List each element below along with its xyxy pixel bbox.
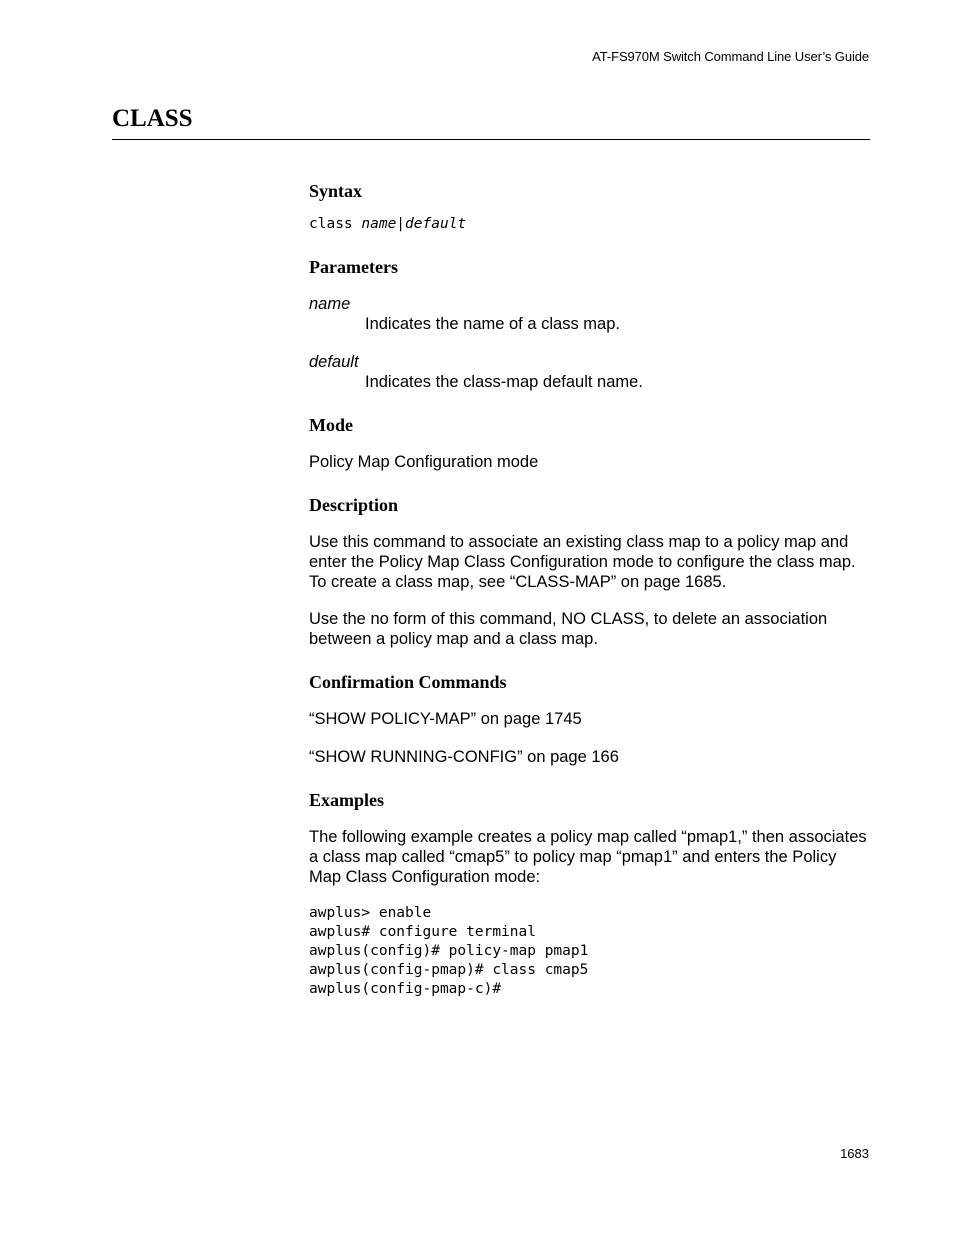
description-paragraph: Use this command to associate an existing class map to a policy map and enter the Policy Map Class Configuration mode to configure the class map. To create a class map, see “CLASS-MAP” on page 1685. <box>309 533 856 591</box>
page-number: 1683 <box>840 1146 869 1161</box>
syntax-args: name|default <box>361 216 467 232</box>
page-title: CLASS <box>112 105 193 132</box>
code-line: awplus(config-pmap-c)# <box>309 981 502 997</box>
confirmation-item: “SHOW RUNNING-CONFIG” on page 166 <box>309 748 619 766</box>
param-desc: Indicates the class-map default name. <box>365 373 643 391</box>
examples-heading: Examples <box>309 790 385 810</box>
param-name: name <box>309 295 351 313</box>
running-header: AT-FS970M Switch Command Line User’s Guide <box>592 49 869 64</box>
code-line: awplus(config)# policy-map pmap1 <box>309 943 589 959</box>
confirmation-heading: Confirmation Commands <box>309 672 507 692</box>
examples-intro: The following example creates a policy map called “pmap1,” then associates a class map called “cmap5” to policy map “pmap1” and enters the Policy Map Class Configuration mode: <box>309 828 867 886</box>
syntax-command: class <box>309 216 362 232</box>
param-desc: Indicates the name of a class map. <box>365 315 620 333</box>
mode-text: Policy Map Configuration mode <box>309 453 539 471</box>
confirmation-item: “SHOW POLICY-MAP” on page 1745 <box>309 710 582 728</box>
description-paragraph: Use the no form of this command, NO CLASS, to delete an association between a policy map and a class map. <box>309 610 828 648</box>
description-heading: Description <box>309 495 398 515</box>
param-name: default <box>309 353 359 371</box>
mode-heading: Mode <box>309 415 353 435</box>
code-line: awplus> enable <box>309 905 432 921</box>
code-block <box>309 904 870 999</box>
parameters-heading: Parameters <box>309 257 398 277</box>
title-divider <box>112 139 870 140</box>
syntax-line <box>309 215 870 234</box>
code-line: awplus(config-pmap)# class cmap5 <box>309 962 589 978</box>
main-content <box>309 180 870 999</box>
code-line: awplus# configure terminal <box>309 924 536 940</box>
syntax-heading: Syntax <box>309 181 363 201</box>
